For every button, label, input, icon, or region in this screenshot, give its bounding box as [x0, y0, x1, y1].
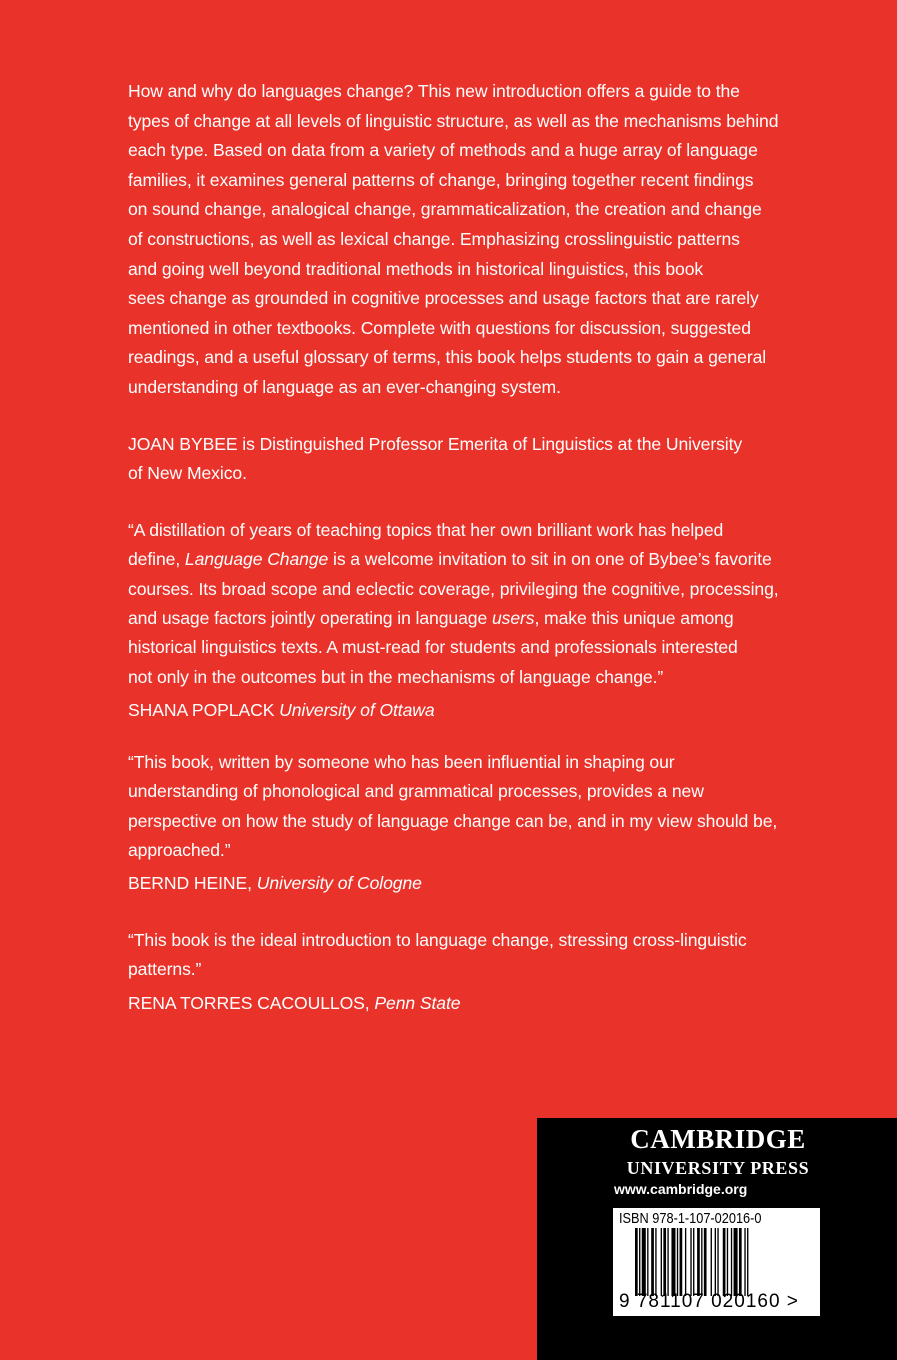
text-segment: JOAN BYBEE is Distinguished Professor Emerita of Linguistics at the University: [128, 434, 743, 454]
publisher-url: www.cambridge.org: [614, 1181, 748, 1197]
quote1-line: [128, 666, 663, 688]
isbn-label: ISBN 978-1-107-02016-0: [619, 1210, 762, 1227]
text-segment: RENA TORRES CACOULLOS,: [128, 992, 375, 1013]
text-segment: BERND HEINE,: [128, 873, 257, 894]
text-segment: , make this unique among: [534, 607, 734, 628]
blurb-line: [128, 198, 762, 220]
publisher-logo-name: CAMBRIDGE: [630, 1124, 806, 1154]
italic-text: University of Ottawa: [279, 699, 435, 720]
text-segment: “This book, written by someone who has been influential in shaping our: [128, 752, 675, 772]
quote3-line: [128, 958, 201, 980]
barcode-bar: [680, 1228, 683, 1296]
barcode-bar: [697, 1228, 700, 1296]
barcode-bar: [731, 1228, 732, 1296]
italic-text: University of Cologne: [256, 873, 422, 894]
blurb-line: [128, 80, 740, 102]
quote2-line: [128, 839, 230, 861]
text-segment: “This book is the ideal introduction to language change, stressing cross-linguistic: [128, 930, 747, 950]
text-segment: mentioned in other textbooks. Complete with questions for discussion, suggested: [128, 317, 751, 338]
publisher-logo-subname: UNIVERSITY PRESS: [626, 1158, 810, 1178]
barcode-bar: [651, 1228, 654, 1296]
text-segment: families, it examines general patterns of change, bringing together recent findings: [128, 169, 754, 190]
blurb-line: [128, 110, 778, 132]
barcode-bar: [717, 1228, 718, 1296]
text-segment: How and why do languages change? This new introduction offers a guide to the: [128, 81, 740, 101]
quote2-line: [128, 751, 675, 773]
text-segment: of New Mexico.: [128, 463, 247, 484]
quote1-line: [128, 548, 772, 570]
barcode-bar: [663, 1228, 666, 1296]
barcode-bar: [690, 1228, 691, 1296]
blurb-line: [128, 228, 740, 250]
barcode-bar: [642, 1228, 646, 1296]
barcode-bar: [701, 1228, 702, 1296]
text-segment: and usage factors jointly operating in language: [128, 607, 492, 628]
quote3-line: [128, 992, 460, 1014]
quote1-line: [128, 636, 738, 658]
barcode-bar: [723, 1228, 726, 1296]
barcode-bar: [667, 1228, 668, 1296]
quote2-line: [128, 780, 704, 802]
text-segment: patterns.”: [128, 959, 202, 980]
text-segment: on sound change, analogical change, grammaticalization, the creation and change: [128, 199, 762, 220]
blurb-line: [128, 169, 753, 191]
barcode-bars: [635, 1228, 803, 1296]
text-segment: “A distillation of years of teaching topics that her own brilliant work has helped: [128, 520, 724, 540]
text-segment: of constructions, as well as lexical change. Emphasizing crosslinguistic patterns: [128, 229, 740, 249]
text-segment: perspective on how the study of language change can be, and in my view should be,: [128, 810, 778, 831]
quote1-line: [128, 519, 723, 541]
quote3-line: [128, 929, 747, 951]
author_bio-line: [128, 462, 247, 484]
text-segment: not only in the outcomes but in the mechanisms of language change.”: [128, 666, 664, 687]
barcode-bar: [677, 1228, 678, 1296]
text-segment: approached.”: [128, 839, 231, 860]
barcode-bar: [685, 1228, 686, 1296]
barcode-bar: [739, 1228, 742, 1296]
barcode-bar: [715, 1228, 716, 1296]
barcode-bar: [747, 1228, 748, 1296]
quote1-line: [128, 699, 435, 721]
blurb-line: [128, 317, 751, 339]
author_bio-line: [128, 433, 742, 455]
barcode-bar: [655, 1228, 656, 1296]
quote1-line: [128, 607, 734, 629]
barcode-bar: [661, 1228, 662, 1296]
barcode-bar: [693, 1228, 694, 1296]
text-segment: understanding of phonological and grammatical processes, provides a new: [128, 781, 704, 802]
blurb-line: [128, 139, 758, 161]
barcode-bar: [744, 1228, 745, 1296]
barcode-bar: [711, 1228, 712, 1296]
blurb-line: [128, 376, 561, 398]
publisher-block: [537, 1118, 897, 1360]
italic-text: Language Change: [184, 549, 329, 570]
blurb-line: [128, 287, 759, 309]
ean-digits: 9 781107 020160 >: [619, 1291, 799, 1312]
quote2-line: [128, 872, 422, 894]
text-segment: readings, and a useful glossary of terms, this book helps students to gain a general: [128, 347, 767, 368]
text-segment: types of change at all levels of linguistic structure, as well as the mechanisms behind: [128, 110, 779, 131]
text-segment: is a welcome invitation to sit in on one of Bybee’s favorite: [328, 549, 772, 570]
barcode-bar: [734, 1228, 738, 1296]
text-segment: and going well beyond traditional methods in historical linguistics, this book: [128, 258, 704, 279]
blurb-line: [128, 346, 766, 368]
barcode-bar: [635, 1228, 638, 1296]
text-segment: define,: [128, 549, 185, 570]
text-segment: courses. Its broad scope and eclectic coverage, privileging the cognitive, processing,: [128, 578, 779, 599]
italic-text: users: [491, 607, 535, 628]
barcode: [613, 1208, 820, 1316]
text-segment: SHANA POPLACK: [128, 699, 280, 720]
text-segment: historical linguistics texts. A must-read for students and professionals interested: [128, 637, 738, 658]
barcode-bar: [639, 1228, 640, 1296]
italic-text: Penn State: [374, 992, 461, 1013]
quote2-line: [128, 810, 777, 832]
text-segment: understanding of language as an ever-changing system.: [128, 377, 561, 397]
text-segment: each type. Based on data from a variety of methods and a huge array of language: [128, 140, 758, 161]
quote1-line: [128, 578, 779, 600]
barcode-bar: [671, 1228, 675, 1296]
text-segment: sees change as grounded in cognitive processes and usage factors that are rarely: [128, 288, 759, 309]
barcode-bar: [704, 1228, 707, 1296]
barcode-bar: [647, 1228, 648, 1296]
barcode-bar: [727, 1228, 728, 1296]
blurb-line: [128, 258, 703, 280]
